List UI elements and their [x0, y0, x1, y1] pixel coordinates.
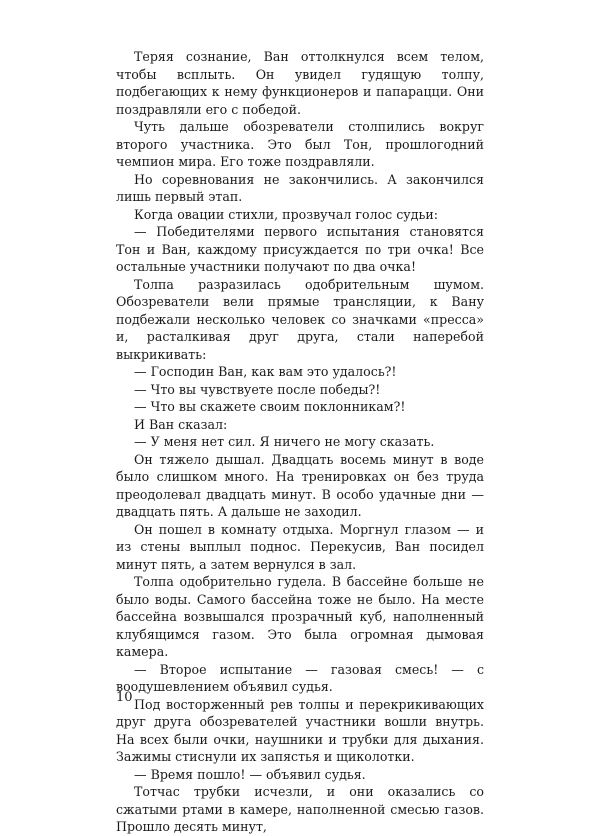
page-number: 10 — [116, 690, 133, 705]
paragraph-5: — Победителями первого испытания становятся Тон и Ван, каждому присуждается по три очка! Все остальные участники получают по два очка! — [116, 224, 484, 274]
paragraph-10: И Ван сказал: — [134, 416, 228, 432]
paragraph-6: Толпа разразилась одобрительным шумом. Обозреватели вели прямые трансляции, к Вану подбежали несколько человек со значками «пресса» и, расталкивая друг друга, стали наперебой выкрикивать: — [116, 276, 484, 362]
paragraph-9: — Что вы скажете своим поклонникам?! — [134, 399, 406, 414]
paragraph-12: Он тяжело дышал. Двадцать восемь минут в воде было слишком много. На тренировках он без труда преодолевал двадцать минут. В особо удачные дни — двадцать пять. А дальше не заходил. — [116, 451, 484, 519]
paragraph-13: Он пошел в комнату отдыха. Моргнул глазом — и из стены выплыл поднос. Перекусив, Ван посидел минут пять, а затем вернулся в зал. — [116, 521, 484, 572]
paragraph-7: — Господин Ван, как вам это удалось?! — [134, 364, 397, 379]
paragraph-1: Теряя сознание, Ван оттолкнулся всем телом, чтобы всплыть. Он увидел гудящую толпу, подбегающих к нему функционеров и папарацци. Они поздравляли его с победой. — [116, 49, 484, 117]
paragraph-3: Но соревнования не закончились. А закончился лишь первый этап. — [116, 171, 484, 204]
paragraph-11: — У меня нет сил. Я ничего не могу сказать. — [134, 434, 435, 449]
paragraph-16: Под восторженный рев толпы и перекрикивающих друг друга обозревателей участники вошли внутрь. На всех были очки, наушники и трубки для дыхания. Зажимы стиснули их запястья и щиколотки. — [116, 696, 484, 764]
paragraph-15: — Второе испытание — газовая смесь! — с воодушевлением объявил судья. — [116, 661, 484, 694]
paragraph-4: Когда овации стихли, прозвучал голос судьи: — [134, 206, 438, 222]
paragraph-18: Тотчас трубки исчезли, и они оказались со сжатыми ртами в камере, наполненной смесью газов. Прошло десять минут, — [116, 784, 484, 834]
page-body — [116, 48, 484, 836]
paragraph-2: Чуть дальше обозреватели столпились вокруг второго участника. Это был Тон, прошлогодний чемпион мира. Его тоже поздравляли. — [116, 119, 484, 169]
paragraph-17: — Время пошло! — объявил судья. — [134, 766, 366, 782]
paragraph-8: — Что вы чувствуете после победы?! — [134, 381, 381, 397]
paragraph-14: Толпа одобрительно гудела. В бассейне больше не было воды. Самого бассейна тоже не было. На месте бассейна возвышался прозрачный куб, наполненный клубящимся газом. Это была огромная дымовая камера. — [116, 574, 484, 659]
